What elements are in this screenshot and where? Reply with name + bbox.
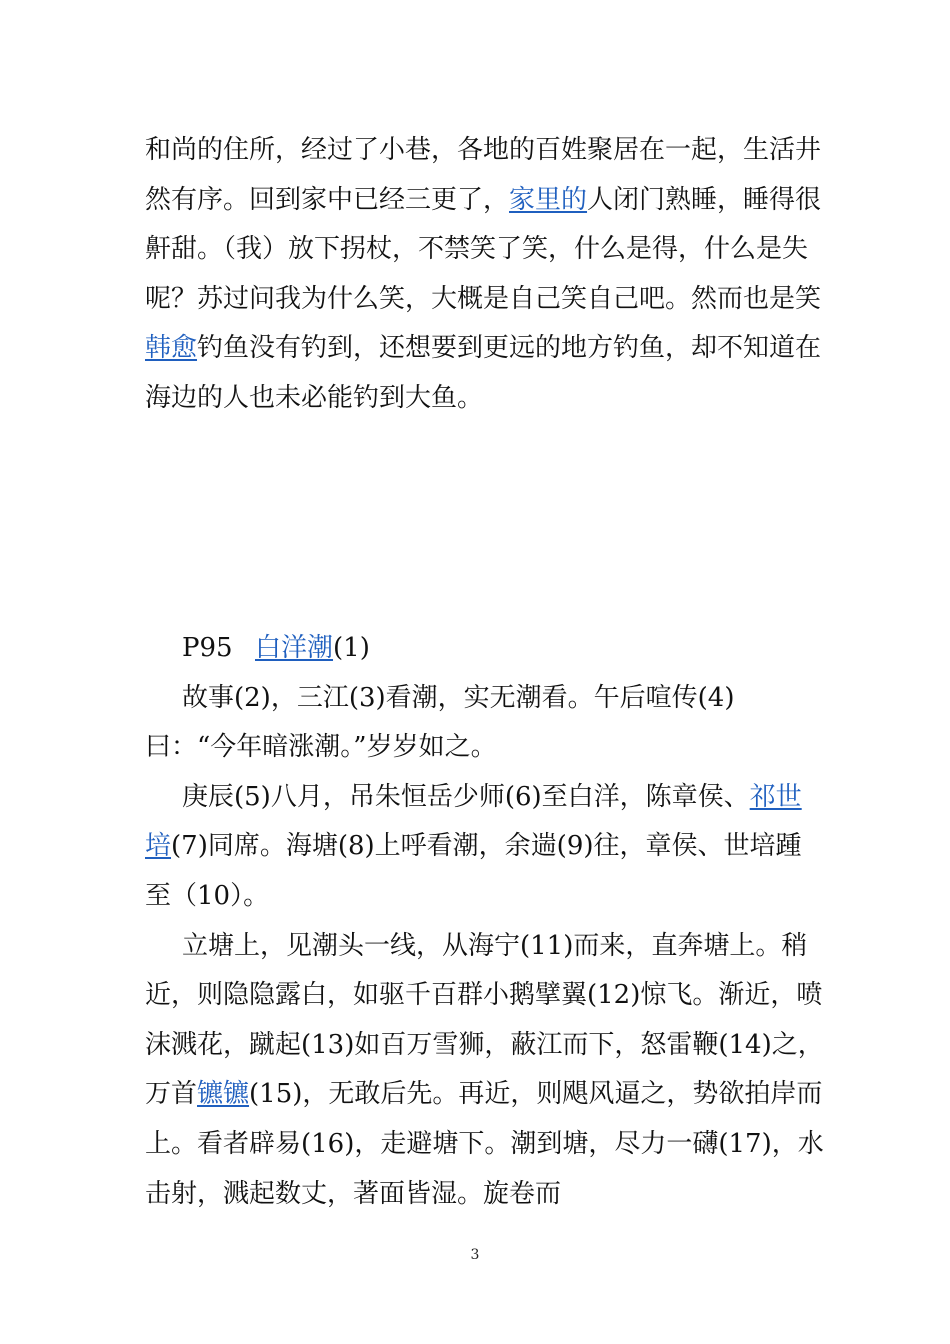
page-code: P95 [182,633,233,663]
article-paragraph-2 [145,773,825,922]
article-paragraph-1 [145,674,825,773]
translation-text [145,126,825,424]
page-number: 3 [470,1247,480,1263]
title-link-baiyangchao[interactable]: 白洋潮 [255,633,334,663]
title-suffix: (1) [333,633,370,663]
text-run: 人闭门熟睡，睡得很鼾甜。（我）放下拐杖，不禁笑了笑，什么是得，什么是失呢？苏过问我为什么笑，大概是自己笑自己吧。然而也是笑 [145,184,822,314]
link-qishipei[interactable]: 祁世培 [145,781,802,862]
article-section [145,624,825,1219]
link-hanyu[interactable]: 韩愈 [145,333,198,364]
text-run: 故事(2)，三江(3)看潮，实无潮看。午后喧传(4)曰：“今年暗涨潮。”岁岁如之。 [145,682,735,763]
article-heading [145,624,825,674]
text-run: 钓鱼没有钓到，还想要到更远的地方钓鱼，却不知道在海边的人也未必能钓到大鱼。 [145,333,822,413]
text-run: 立塘上，见潮头一线，从海宁(11)而来，直奔塘上。稍近，则隐隐露白，如驱千百群小鹅擘翼(12)惊飞。渐近，喷沫溅花，蹴起(13)如百万雪狮，蔽江而下，怒雷鞭(14)之，万首 [145,930,824,1110]
link-jialide[interactable]: 家里的 [509,184,588,215]
text-run: (15)，无敢后先。再近，则飓风逼之，势欲拍岸而上。看者辟易(16)，走避塘下。潮到塘，尽力一礴(17)，水击射，溅起数丈，著面皆湿。旋卷而 [145,1079,824,1209]
text-run: 庚辰(5)八月，吊朱恒岳少师(6)至白洋，陈章侯、 [182,781,750,812]
translation-paragraph [145,126,825,424]
article-paragraph-3 [145,922,825,1220]
text-run: 和尚的住所，经过了小巷，各地的百姓聚居在一起，生活井然有序。回到家中已经三更了， [145,135,822,215]
link-biaobiao[interactable]: 镳镳 [197,1079,250,1110]
text-run: (7)同席。海塘(8)上呼看潮，余遄(9)往，章侯、世培踵至（10）。 [145,831,802,911]
